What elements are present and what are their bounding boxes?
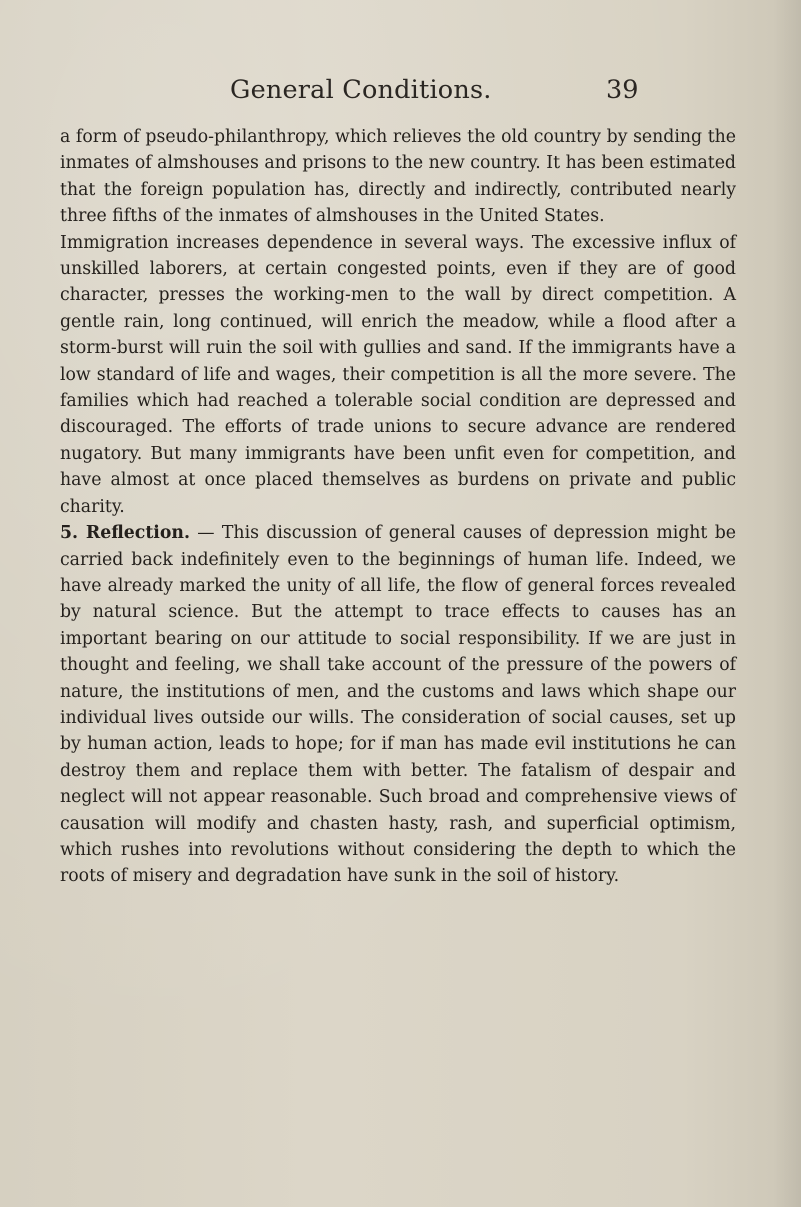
paragraph-reflection-text: — This discussion of general causes of depression might be carried back indefinitely even to the beginnings of human life. Indeed, we have already marked the unity of all life, the flow of general forces revealed by natural science. But the attempt to trace effects to causes has an important bearing on our attitude to social responsibility. If we are just in thought and feeling, we shall take account of the pressure of the powers of nature, the institutions of men, and the customs and laws which shape our individual lives outside our wills. The consideration of social causes, set up by human action, leads to hope; for if man has made evil institutions he can destroy them and replace them with better. The fatalism of despair and neglect will not appear reasonable. Such broad and comprehensive views of causation will modify and chasten hasty, rash, and superficial optimism, which rushes into revolutions without considering the depth to which the roots of misery and degradation have sunk in the soil of history. [60, 523, 736, 887]
page-header [0, 75, 801, 115]
body-text [60, 124, 736, 890]
running-title: General Conditions. [230, 75, 492, 105]
page-number: 39 [606, 75, 639, 105]
section-heading-reflection: 5. Reflection. [60, 523, 190, 544]
paragraph-pseudo-philanthropy: a form of pseudo-philanthropy, which relieves the old country by sending the inmates of almshouses and prisons to the new country. It has been estimated that the foreign population has, directly and indirectly, contributed nearly three fifths of the inmates of almshouses in the United States. [60, 127, 736, 227]
paragraph-immigration: Immigration increases dependence in several ways. The excessive influx of unskilled laborers, at certain congested points, even if they are of good character, presses the working-men to the wall by direct competition. A gentle rain, long continued, will enrich the meadow, while a flood after a storm-burst will ruin the soil with gullies and sand. If the immigrants have a low standard of life and wages, their competition is all the more severe. The families which had reached a tolerable social condition are depressed and discouraged. The efforts of trade unions to secure advance are rendered nugatory. But many immigrants have been unfit even for competition, and have almost at once placed themselves as burdens on private and public charity. [60, 232, 736, 517]
paragraph-reflection [60, 520, 736, 890]
page-edge-shadow [773, 0, 801, 1207]
